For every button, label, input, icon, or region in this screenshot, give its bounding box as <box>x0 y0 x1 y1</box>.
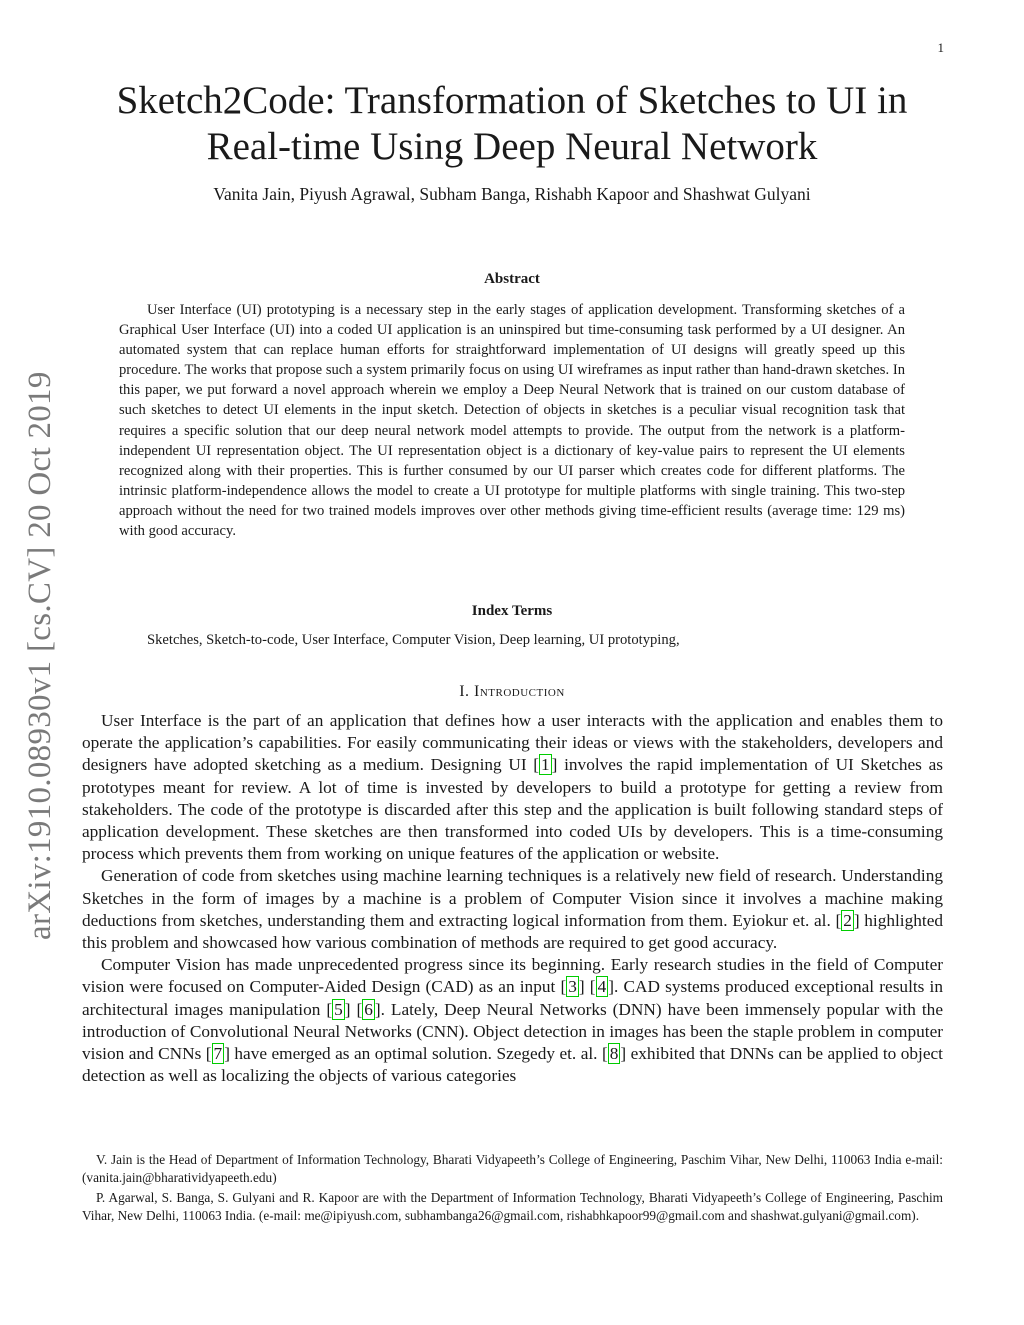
citation-link[interactable]: 4 <box>597 977 607 997</box>
citation-link[interactable]: 3 <box>568 977 577 997</box>
citation-link[interactable]: 8 <box>609 1044 619 1064</box>
section-numeral: I. <box>459 683 475 700</box>
footnote: P. Agarwal, S. Banga, S. Gulyani and R. Kapoor are with the Department of Information Technology, Bharati Vidyapeeth’s College of Engineering, Paschim Vihar, New Delhi, 110063 India. (e-mail: me@ipiyush.com, subhambanga26@gmail.com, rishabhkapoor99@gmail.com and shashwat.gulyani@gmail.com). <box>82 1190 943 1223</box>
footnotes <box>82 1151 943 1227</box>
abstract-body: User Interface (UI) prototyping is a necessary step in the early stages of application development. Transforming sketches of a Graphical User Interface (UI) into a coded UI application is an uninspired but time-consuming task performed by a UI designer. An automated system that can replace human efforts for straightforward implementation of UI designs will greatly speed up this procedure. The works that propose such a system primarily focus on using UI wireframes as input rather than hand-drawn sketches. In this paper, we put forward a novel approach wherein we employ a Deep Neural Network that is trained on our custom database of such sketches to detect UI elements in the input sketch. Detection of objects in sketches is a peculiar visual recognition task that requires a specific solution that our deep neural network model attempts to provide. The output from the network is a platform-independent UI representation object. The UI representation object is a dictionary of key-value pairs to represent the UI elements recognized along with their properties. This is further consumed by our UI parser which creates code for different platforms. The intrinsic platform-independence allows the model to create a UI prototype for multiple platforms with single training. This two-step approach without the need for two trained models improves over other methods giving time-efficient results (average time: 129 ms) with good accuracy. <box>119 302 905 540</box>
text-run: . Lately, Deep Neural Networks (DNN) have been immensely popular with the introduction of Convolutional Neural Networks (CNN). Object detection in images has been the staple problem in computer vision and CNNs <box>82 999 943 1064</box>
text-run <box>585 977 590 996</box>
paragraph: Generation of code from sketches using machine learning techniques is a relatively new field of research. Understanding Sketches in the form of images by a machine is a problem of Computer Vision since it involves a machine making deductions from sketches, understanding them and extracting logical information from them. Eyiokur et. al. [ 2 ] highlighted this problem and showcased how various combination of methods are required to get good accuracy. <box>82 866 944 953</box>
citation-link[interactable]: 5 <box>334 999 343 1019</box>
text-run: User Interface is the part of an application that defines how a user interacts with the application and enables them to operate the application’s capabilities. For easily communicating their ideas or views with the stakeholders, developers and designers have adopted sketching as a medium. Designing UI <box>82 711 943 775</box>
text-run: highlighted this problem and showcased how various combination of methods are required to get good accuracy. <box>82 910 944 953</box>
section-title: Introduction <box>474 683 565 700</box>
paragraph: User Interface is the part of an application that defines how a user interacts with the application and enables them to operate the application’s capabilities. For easily communicating their ideas or views with the stakeholders, developers and designers have adopted sketching as a medium. Designing UI [ 1 ] involves the rapid implementation of UI Sketches as prototypes meant for review. A lot of time is invested by developers to build a prototype for getting a review from stakeholders. The code of the prototype is discarded after this step and the application is built following standard steps of application development. These sketches are then transformed into coded UIs by developers. This is a time-consuming process which prevents them from working on unique features of the application or website. <box>82 711 943 864</box>
text-run <box>351 1000 357 1019</box>
text-run: Computer Vision has made unprecedented progress since its beginning. Early research studies in the field of Computer vision were focused on Computer-Aided Design (CAD) as an input <box>82 955 943 997</box>
text-run: exhibited that DNNs can be applied to object detection as well as localizing the objects of various categories <box>82 1044 943 1086</box>
author-list: Vanita Jain, Piyush Agrawal, Subham Banga, Rishabh Kapoor and Shashwat Gulyani <box>213 184 811 204</box>
text-run: . CAD systems produced exceptional results in architectural images manipulation <box>82 977 944 1019</box>
paragraph: Computer Vision has made unprecedented progress since its beginning. Early research studies in the field of Computer vision were focused on Computer-Aided Design (CAD) as an input [ 3 ] [ 4 ]. CAD systems produced exceptional results in architectural images manipulation [ 5 ] [ 6 ]. Lately, Deep Neural Networks (DNN) have been immensely popular with the introduction of Convolutional Neural Networks (CNN). Object detection in images has been the staple problem in computer vision and CNNs [ 7 ] have emerged as an optimal solution. Szegedy et. al. [ 8 ] exhibited that DNNs can be applied to object detection as well as localizing the objects of various categories <box>82 955 944 1086</box>
text-run: Generation of code from sketches using machine learning techniques is a relatively new field of research. Understanding Sketches in the form of images by a machine is a problem of Computer Vision since it involves a machine making deductions from sketches, understanding them and extracting logical information from them. Eyiokur et. al. <box>82 866 943 930</box>
citation-link[interactable]: 7 <box>213 1044 223 1064</box>
abstract-heading: Abstract <box>484 271 540 287</box>
text-run: involves the rapid implementation of UI Sketches as prototypes meant for review. A lot of time is invested by developers to build a prototype for getting a review from stakeholders. The code of the prototype is discarded after this step and the application is built following standard steps of application development. These sketches are then transformed into coded UIs by developers. This is a time-consuming process which prevents them from working on unique features of the application or website. <box>82 755 943 864</box>
introduction-body <box>82 710 943 1087</box>
footnote: V. Jain is the Head of Department of Information Technology, Bharati Vidyapeeth’s College of Engineering, Paschim Vihar, New Delhi, 110063 India e-mail: (vanita.jain@bharatividyapeeth.edu) <box>82 1152 943 1185</box>
page-number: 1 <box>937 40 944 55</box>
citation-link[interactable]: 6 <box>364 999 373 1019</box>
citation-link[interactable]: 1 <box>541 755 550 775</box>
section-heading-introduction <box>80 683 944 701</box>
index-terms-heading: Index Terms <box>471 603 553 619</box>
arxiv-stamp: arXiv:1910.08930v1 [cs.CV] 20 Oct 2019 <box>22 371 58 940</box>
text-run: have emerged as an optimal solution. Szegedy et. al. <box>229 1044 602 1064</box>
paper-title: Sketch2Code: Transformation of Sketches to UI in Real-time Using Deep Neural Network <box>116 79 908 168</box>
index-terms: Sketches, Sketch-to-code, User Interface, Computer Vision, Deep learning, UI prototyping, <box>147 632 680 648</box>
citation-link[interactable]: 2 <box>843 910 852 930</box>
